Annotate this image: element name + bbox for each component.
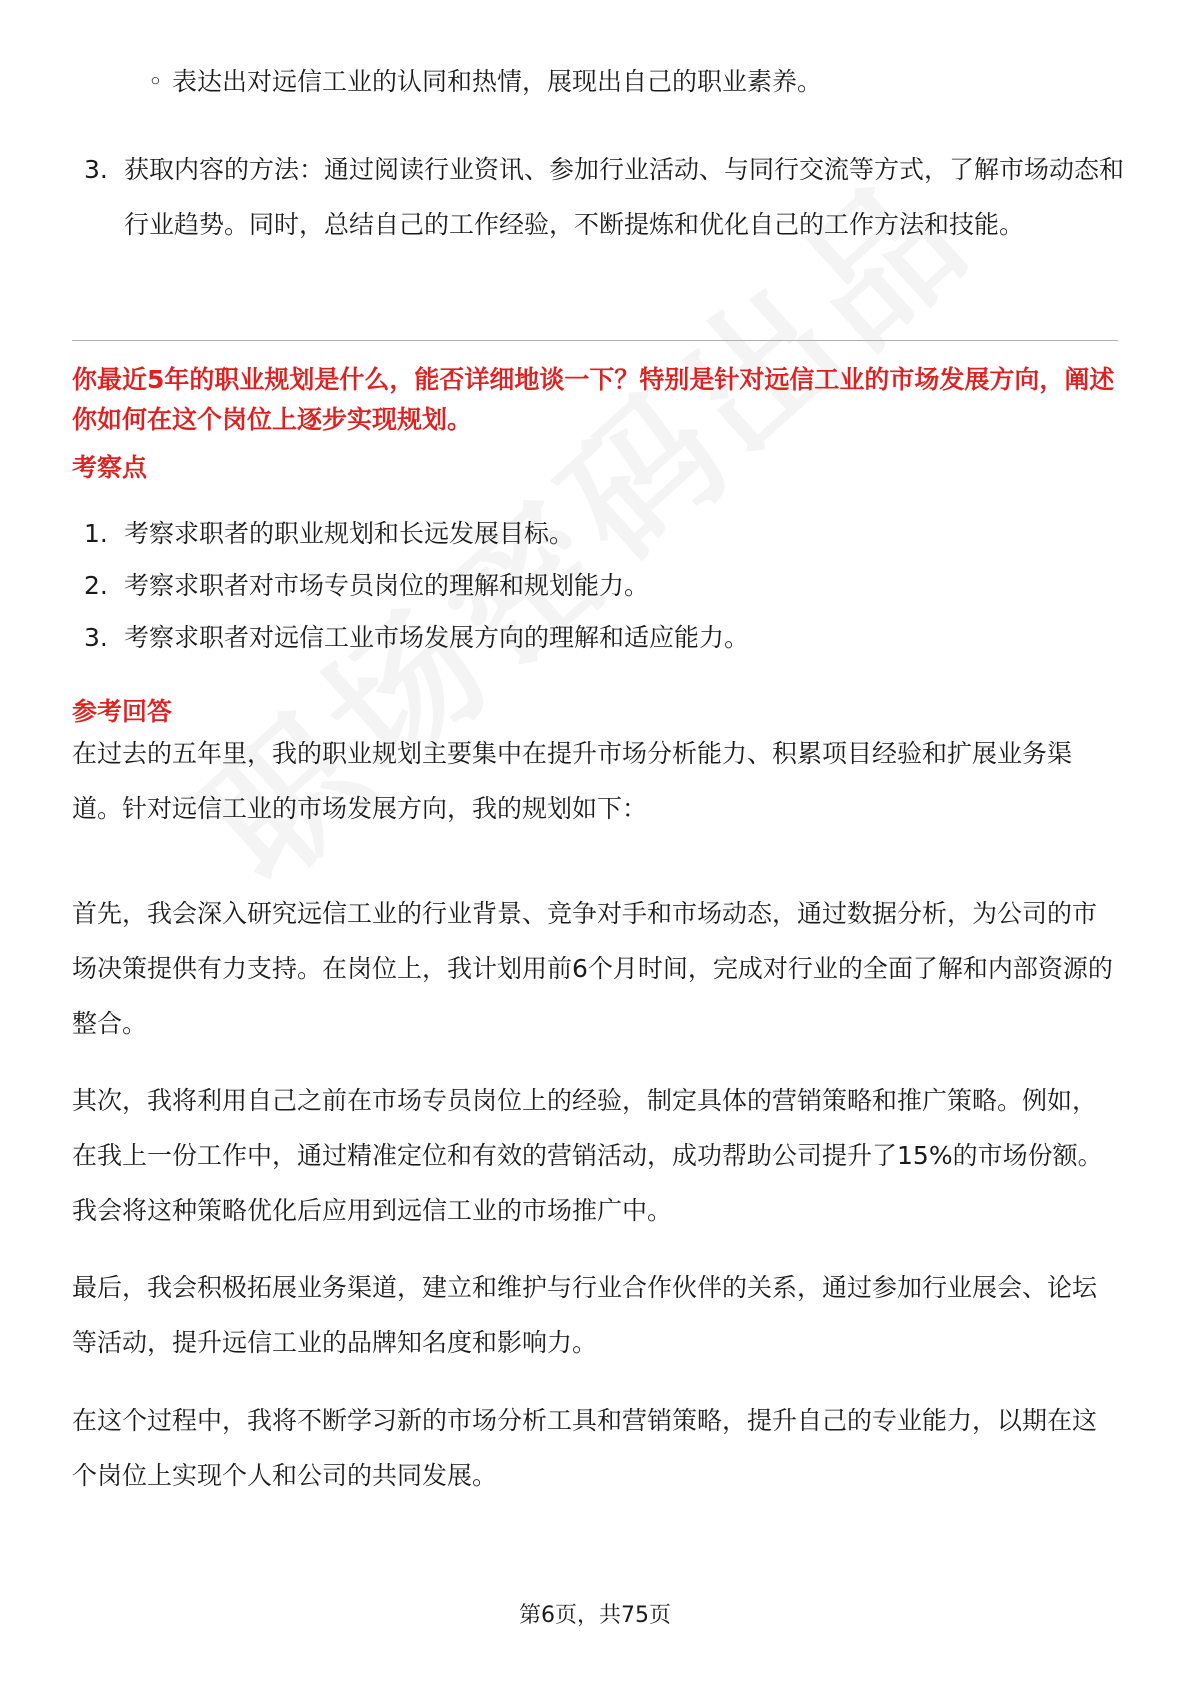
sub-bullet-item — [148, 62, 822, 102]
answer-heading: 参考回答 — [72, 697, 173, 726]
list-text: 考察求职者对远信工业市场发展方向的理解和适应能力。 — [124, 623, 750, 652]
list-number: 3. — [84, 623, 108, 652]
page-number: 第6页，共75页 — [519, 1603, 671, 1628]
sub-bullet-text: 表达出对远信工业的认同和热情，展现出自己的职业素养。 — [172, 67, 823, 96]
answer-paragraph-3: 其次，我将利用自己之前在市场专员岗位上的经验，制定具体的营销策略和推广策略。例如，在我上一份工作中，通过精准定位和有效的营销活动，成功帮助公司提升了15%的市场份额。我会将这种策略优化后应用到远信工业的市场推广中。 — [72, 1086, 1103, 1225]
list-number: 1. — [84, 519, 108, 548]
answer-paragraph-1: 在过去的五年里，我的职业规划主要集中在提升市场分析能力、积累项目经验和扩展业务渠道。针对远信工业的市场发展方向，我的规划如下： — [72, 739, 1073, 823]
list-text: 考察求职者的职业规划和长远发展目标。 — [124, 519, 575, 548]
list-text: 获取内容的方法：通过阅读行业资讯、参加行业活动、与同行交流等方式，了解市场动态和行业趋势。同时，总结自己的工作经验，不断提炼和优化自己的工作方法和技能。 — [124, 155, 1125, 239]
answer-paragraph-4: 最后，我会积极拓展业务渠道，建立和维护与行业合作伙伴的关系，通过参加行业展会、论坛等活动，提升远信工业的品牌知名度和影响力。 — [72, 1273, 1098, 1357]
answer-paragraph-5: 在这个过程中，我将不断学习新的市场分析工具和营销策略，提升自己的专业能力，以期在这个岗位上实现个人和公司的共同发展。 — [72, 1406, 1098, 1490]
section-divider — [72, 340, 1118, 341]
list-number: 3. — [84, 155, 108, 184]
examination-heading: 考察点 — [72, 453, 148, 482]
bullet-marker: ◦ — [148, 67, 163, 96]
list-number: 2. — [84, 571, 108, 600]
list-text: 考察求职者对市场专员岗位的理解和规划能力。 — [124, 571, 650, 600]
interview-question: 你最近5年的职业规划是什么，能否详细地谈一下？特别是针对远信工业的市场发展方向，阐述你如何在这个岗位上逐步实现规划。 — [72, 365, 1115, 434]
answer-paragraph-2: 首先，我会深入研究远信工业的行业背景、竞争对手和市场动态，通过数据分析，为公司的市场决策提供有力支持。在岗位上，我计划用前6个月时间，完成对行业的全面了解和内部资源的整合。 — [72, 899, 1113, 1038]
